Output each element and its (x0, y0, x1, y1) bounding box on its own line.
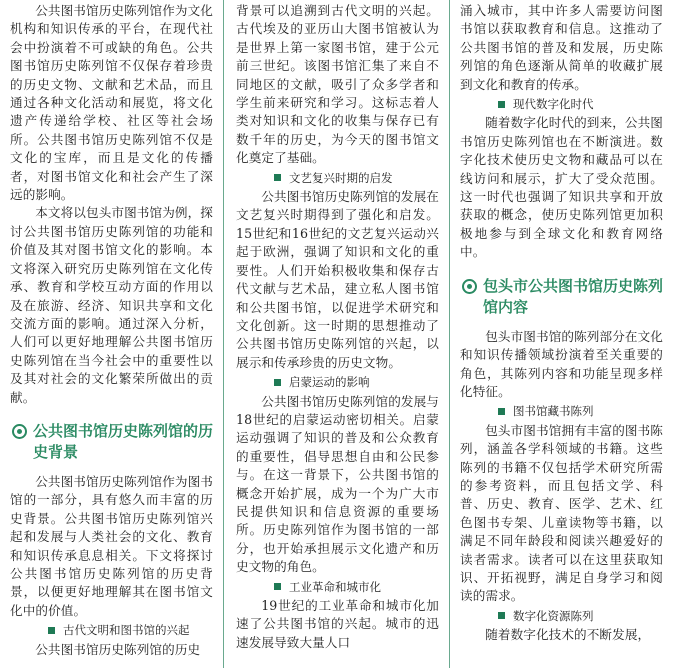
paragraph: 19世纪的工业革命和城市化加速了公共图书馆的兴起。城市的迅速发展导致大量人口 (236, 598, 439, 650)
section-title: 包头市公共图书馆历史陈列馆内容 (483, 276, 663, 316)
column-divider (449, 0, 450, 668)
paragraph: 公共图书馆历史陈列馆的发展在文艺复兴时期得到了强化和启发。15世纪和16世纪的文艺复兴运动兴起于欧洲，强调了知识和文化的重要性。人们开始积极收集和保存古代文献与艺术品，建立私人图书馆和公共图书馆，以促进学术研究和文化创新。这一时期的思想推动了公共图书馆历史陈列馆的兴起，以展示和传承珍贵的历史文物。 (236, 189, 439, 370)
paragraph: 本文将以包头市图书馆为例，探讨公共图书馆历史陈列馆的功能和价值及其对图书馆文化的影响。本文将深入研究历史陈列馆在文化传承、教育和学校互动方面的作用以及在旅游、经济、知识共享和文化交流方面的影响。通过深入分析，人们可以更好地理解公共图书馆历史陈列馆在当今社会中的重要性以及其对社会的文化繁荣所做出的贡献。 (10, 205, 213, 405)
square-bullet-icon (498, 612, 505, 619)
subsection-title: 数字化资源陈列 (513, 608, 594, 623)
subsection-heading (460, 402, 663, 420)
paragraph: 随着数字化时代的到来，公共图书馆历史陈列馆也在不断演进。数字化技术使历史文物和藏品可以在线访问和展示，扩大了受众范围。这一时代也强调了知识共享和开放获取的概念，使历史陈列馆更加积极地参与到全球文化和教育网络中。 (460, 115, 663, 260)
subsection-title: 文艺复兴时期的启发 (289, 170, 393, 185)
square-bullet-icon (498, 408, 505, 415)
paragraph: 公共图书馆历史陈列馆作为文化机构和知识传承的平台，在现代社会中扮演着不可或缺的角色。公共图书馆历史陈列馆不仅保存着珍贵的历史文物、文献和艺术品，而且通过各种文化活动和展览，将文化遗产传递给学校、社区等社会场所。公共图书馆历史陈列馆不仅是文化的宝库，而且是文化的传播者，对图书馆文化和社会产生了深远的影响。 (10, 3, 213, 203)
paragraph: 公共图书馆历史陈列馆的发展与18世纪的启蒙运动密切相关。启蒙运动强调了知识的普及和公众教育的重要性，倡导思想自由和公民参与。在这一背景下，公共图书馆的概念开始扩展，成为一个为广大市民提供知识和信息资源的重要场所。历史陈列馆作为图书馆的一部分，也开始承担展示文化遗产和历史文物的角色。 (236, 393, 439, 575)
subsection-heading (236, 373, 439, 391)
square-bullet-icon (274, 174, 281, 181)
paragraph: 包头市图书馆的陈列部分在文化和知识传播领域扮演着至关重要的角色，其陈列内容和功能呈现多样化特征。 (460, 328, 663, 399)
subsection-title: 图书馆藏书陈列 (513, 404, 594, 419)
section-heading (460, 276, 663, 318)
section-heading (10, 421, 213, 463)
column-3 (460, 2, 663, 668)
square-bullet-icon (48, 627, 55, 634)
subsection-heading (10, 621, 213, 639)
subsection-title: 工业革命和城市化 (289, 579, 381, 594)
paragraph: 公共图书馆历史陈列馆作为图书馆的一部分，具有悠久而丰富的历史背景。公共图书馆历史陈列馆兴起和发展与人类社会的文化、教育和知识传承息息相关。下文将探讨公共图书馆历史陈列馆的历史背景，以便更好地理解其在图书馆文化中的价值。 (10, 473, 213, 618)
square-bullet-icon (274, 583, 281, 590)
subsection-heading (236, 578, 439, 596)
paragraph: 公共图书馆历史陈列馆的历史 (35, 641, 201, 657)
section-title: 公共图书馆历史陈列馆的历史背景 (33, 421, 213, 461)
subsection-title: 古代文明和图书馆的兴起 (63, 623, 190, 638)
column-2 (236, 2, 439, 668)
subsection-heading (460, 95, 663, 113)
section-bullet-icon (462, 279, 477, 294)
subsection-heading (460, 607, 663, 625)
section-bullet-icon (12, 424, 27, 439)
subsection-heading (236, 169, 439, 187)
square-bullet-icon (274, 379, 281, 386)
subsection-title: 现代数字化时代 (513, 97, 594, 112)
paragraph: 随着数字化技术的不断发展， (485, 627, 651, 643)
paragraph: 背景可以追溯到古代文明的兴起。古代埃及的亚历山大图书馆被认为是世界上第一家图书馆，建于公元前三世纪。该图书馆汇集了来自不同地区的文献，吸引了众多学者和学生前来研究和学习。这标志着人类对知识和文化的收集与保存已有数千年的历史，为今天的图书馆文化奠定了基础。 (236, 3, 439, 166)
subsection-title: 启蒙运动的影响 (289, 375, 370, 390)
paragraph: 包头市图书馆拥有丰富的图书陈列，涵盖各学科领域的书籍。这些陈列的书籍不仅包括学术研究所需的参考资料，而且包括文学、科普、历史、教育、医学、艺术、红色图书专架、儿童读物等书籍，以满足不同年龄段和阅读兴趣爱好的读者需求。读者可以在这里获取知识、开拓视野，满足自身学习和阅读的需求。 (460, 422, 663, 604)
column-divider (223, 0, 224, 668)
square-bullet-icon (498, 101, 505, 108)
column-1 (10, 2, 213, 668)
paragraph: 涌入城市，其中许多人需要访问图书馆以获取教育和信息。这推动了公共图书馆的普及和发展，历史陈列馆的角色逐渐从简单的收藏扩展到文化和教育的传承。 (460, 3, 663, 92)
